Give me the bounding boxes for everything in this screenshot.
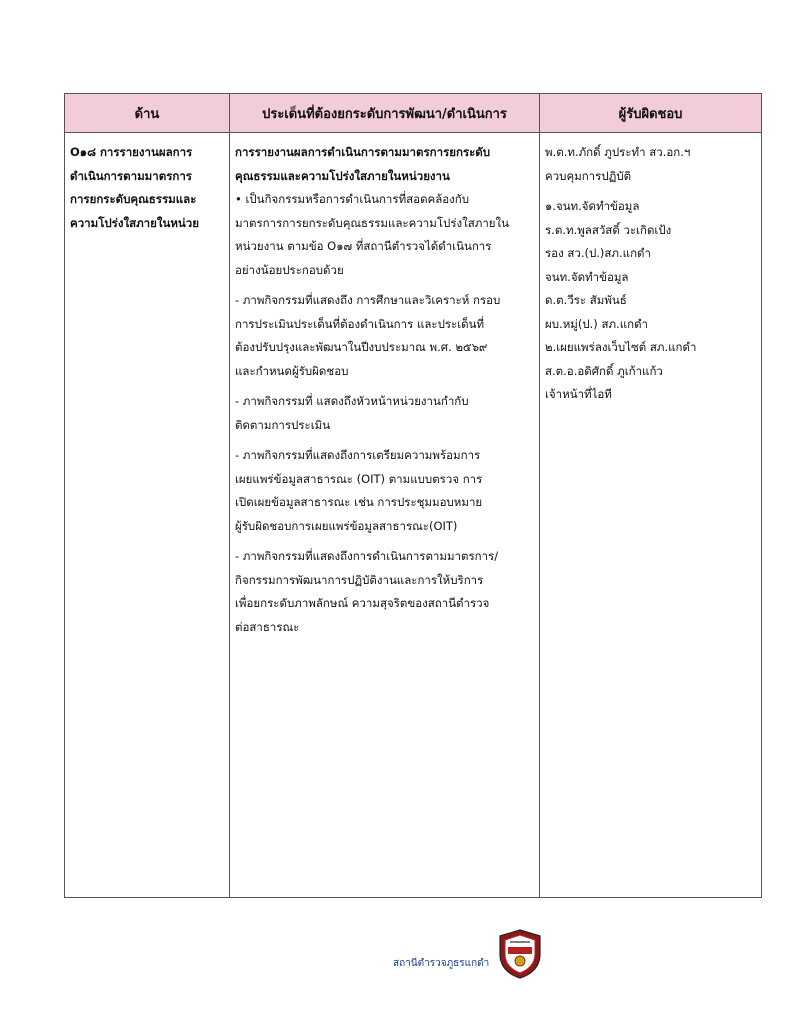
issue-heading-line: คุณธรรมและความโปร่งใสภายในหน่วยงาน [235,168,450,183]
responsible-line: พ.ต.ท.ภักดิ์ ภูประทำ สว.อก.ฯ [545,145,691,159]
responsible-line: ผบ.หมู่(ป.) สภ.แกดำ [545,316,648,331]
responsible-line: ๒.เผยแพร่ลงเว็บไซต์ สภ.แกดำ [545,340,697,354]
responsible-line: จนท.จัดทำข้อมูล [545,269,629,284]
issue-text-line: ต้องปรับปรุงและพัฒนาในปีงบประมาณ พ.ศ. ๒๕๖๙ [235,340,488,354]
issue-text-line: การประเมินประเด็นที่ต้องดำเนินการ และประเด็นที่ [235,316,485,331]
responsible-line: ด.ต.วีระ สัมพันธ์ [545,293,627,307]
responsible-line: ควบคุมการปฏิบัติ [545,168,632,183]
responsible-line: ๑.จนท.จัดทำข้อมูล [545,199,640,213]
issue-heading-line: การรายงานผลการดำเนินการตามมาตรการยกระดับ [235,145,491,159]
issue-cell [230,133,540,898]
issue-text-line: - ภาพกิจกรรมที่ แสดงถึงหัวหน้าหน่วยงานกำกับ [235,394,469,408]
issue-text-line: ต่อสาธารณะ [235,619,300,634]
responsible-line: รอง สว.(ป.)สภ.แกดำ [545,246,651,260]
issue-text-line: - ภาพกิจกรรมที่แสดงถึงการดำเนินการตามมาตรการ/ [235,549,499,563]
issue-text-line: เพื่อยกระดับภาพลักษณ์ ความสุจริตของสถานีตำรวจ [235,596,490,610]
header-aspect: ด้าน [65,94,230,133]
aspect-line: ดำเนินการตามมาตรการ [70,168,192,183]
issue-text-line: ผู้รับผิดชอบการเผยแพร่ข้อมูลสาธารณะ(OIT) [235,518,458,533]
table-row [65,133,762,898]
responsible-line: เจ้าหน้าที่ไอที [545,387,612,401]
issue-text-line: กิจกรรมการพัฒนาการปฏิบัติงานและการให้บริการ [235,572,484,587]
aspect-line: ความโปร่งใสภายในหน่วย [70,215,199,230]
responsibility-table [64,93,762,898]
header-responsible: ผู้รับผิดชอบ [540,94,762,133]
header-issue: ประเด็นที่ต้องยกระดับการพัฒนา/ดำเนินการ [230,94,540,133]
issue-text-line: เปิดเผยข้อมูลสาธารณะ เช่น การประชุมมอบหมาย [235,495,483,509]
issue-text-line: อย่างน้อยประกอบด้วย [235,262,344,277]
aspect-line: การยกระดับคุณธรรมและ [70,192,197,206]
issue-text-line: หน่วยงาน ตามข้อ O๑๗ ที่สถานีตำรวจได้ดำเนินการ [235,239,492,253]
responsible-line: ส.ต.อ.อดิศักดิ์ ภูเก้าแก้ว [545,363,663,378]
issue-text-line: - ภาพกิจกรรมที่แสดงถึงการเตรียมความพร้อมการ [235,448,481,462]
issue-text-line: • เป็นกิจกรรมหรือการดำเนินการที่สอดคล้องกับ [235,192,470,206]
aspect-cell [65,133,230,898]
police-emblem-icon [496,928,544,980]
issue-text-line: - ภาพกิจกรรมที่แสดงถึง การศึกษาและวิเคราะห์ กรอบ [235,293,501,307]
header-row [65,94,762,133]
issue-text-line: และกำหนดผู้รับผิดชอบ [235,363,349,378]
responsible-line: ร.ต.ท.พูลสวัสดิ์ วะเกิดเป้ง [545,222,672,237]
issue-text-line: เผยแพร่ข้อมูลสาธารณะ (OIT) ตามแบบตรวจ การ [235,471,483,486]
responsible-cell [540,133,762,898]
footer-station-name: สถานีตำรวจภูธรแกดำ [393,958,490,969]
issue-text-line: มาตรการการยกระดับคุณธรรมและความโปร่งใสภายใน [235,215,509,230]
aspect-line: O๑๘ การรายงานผลการ [70,145,193,159]
issue-text-line: ติดตามการประเมิน [235,417,331,432]
